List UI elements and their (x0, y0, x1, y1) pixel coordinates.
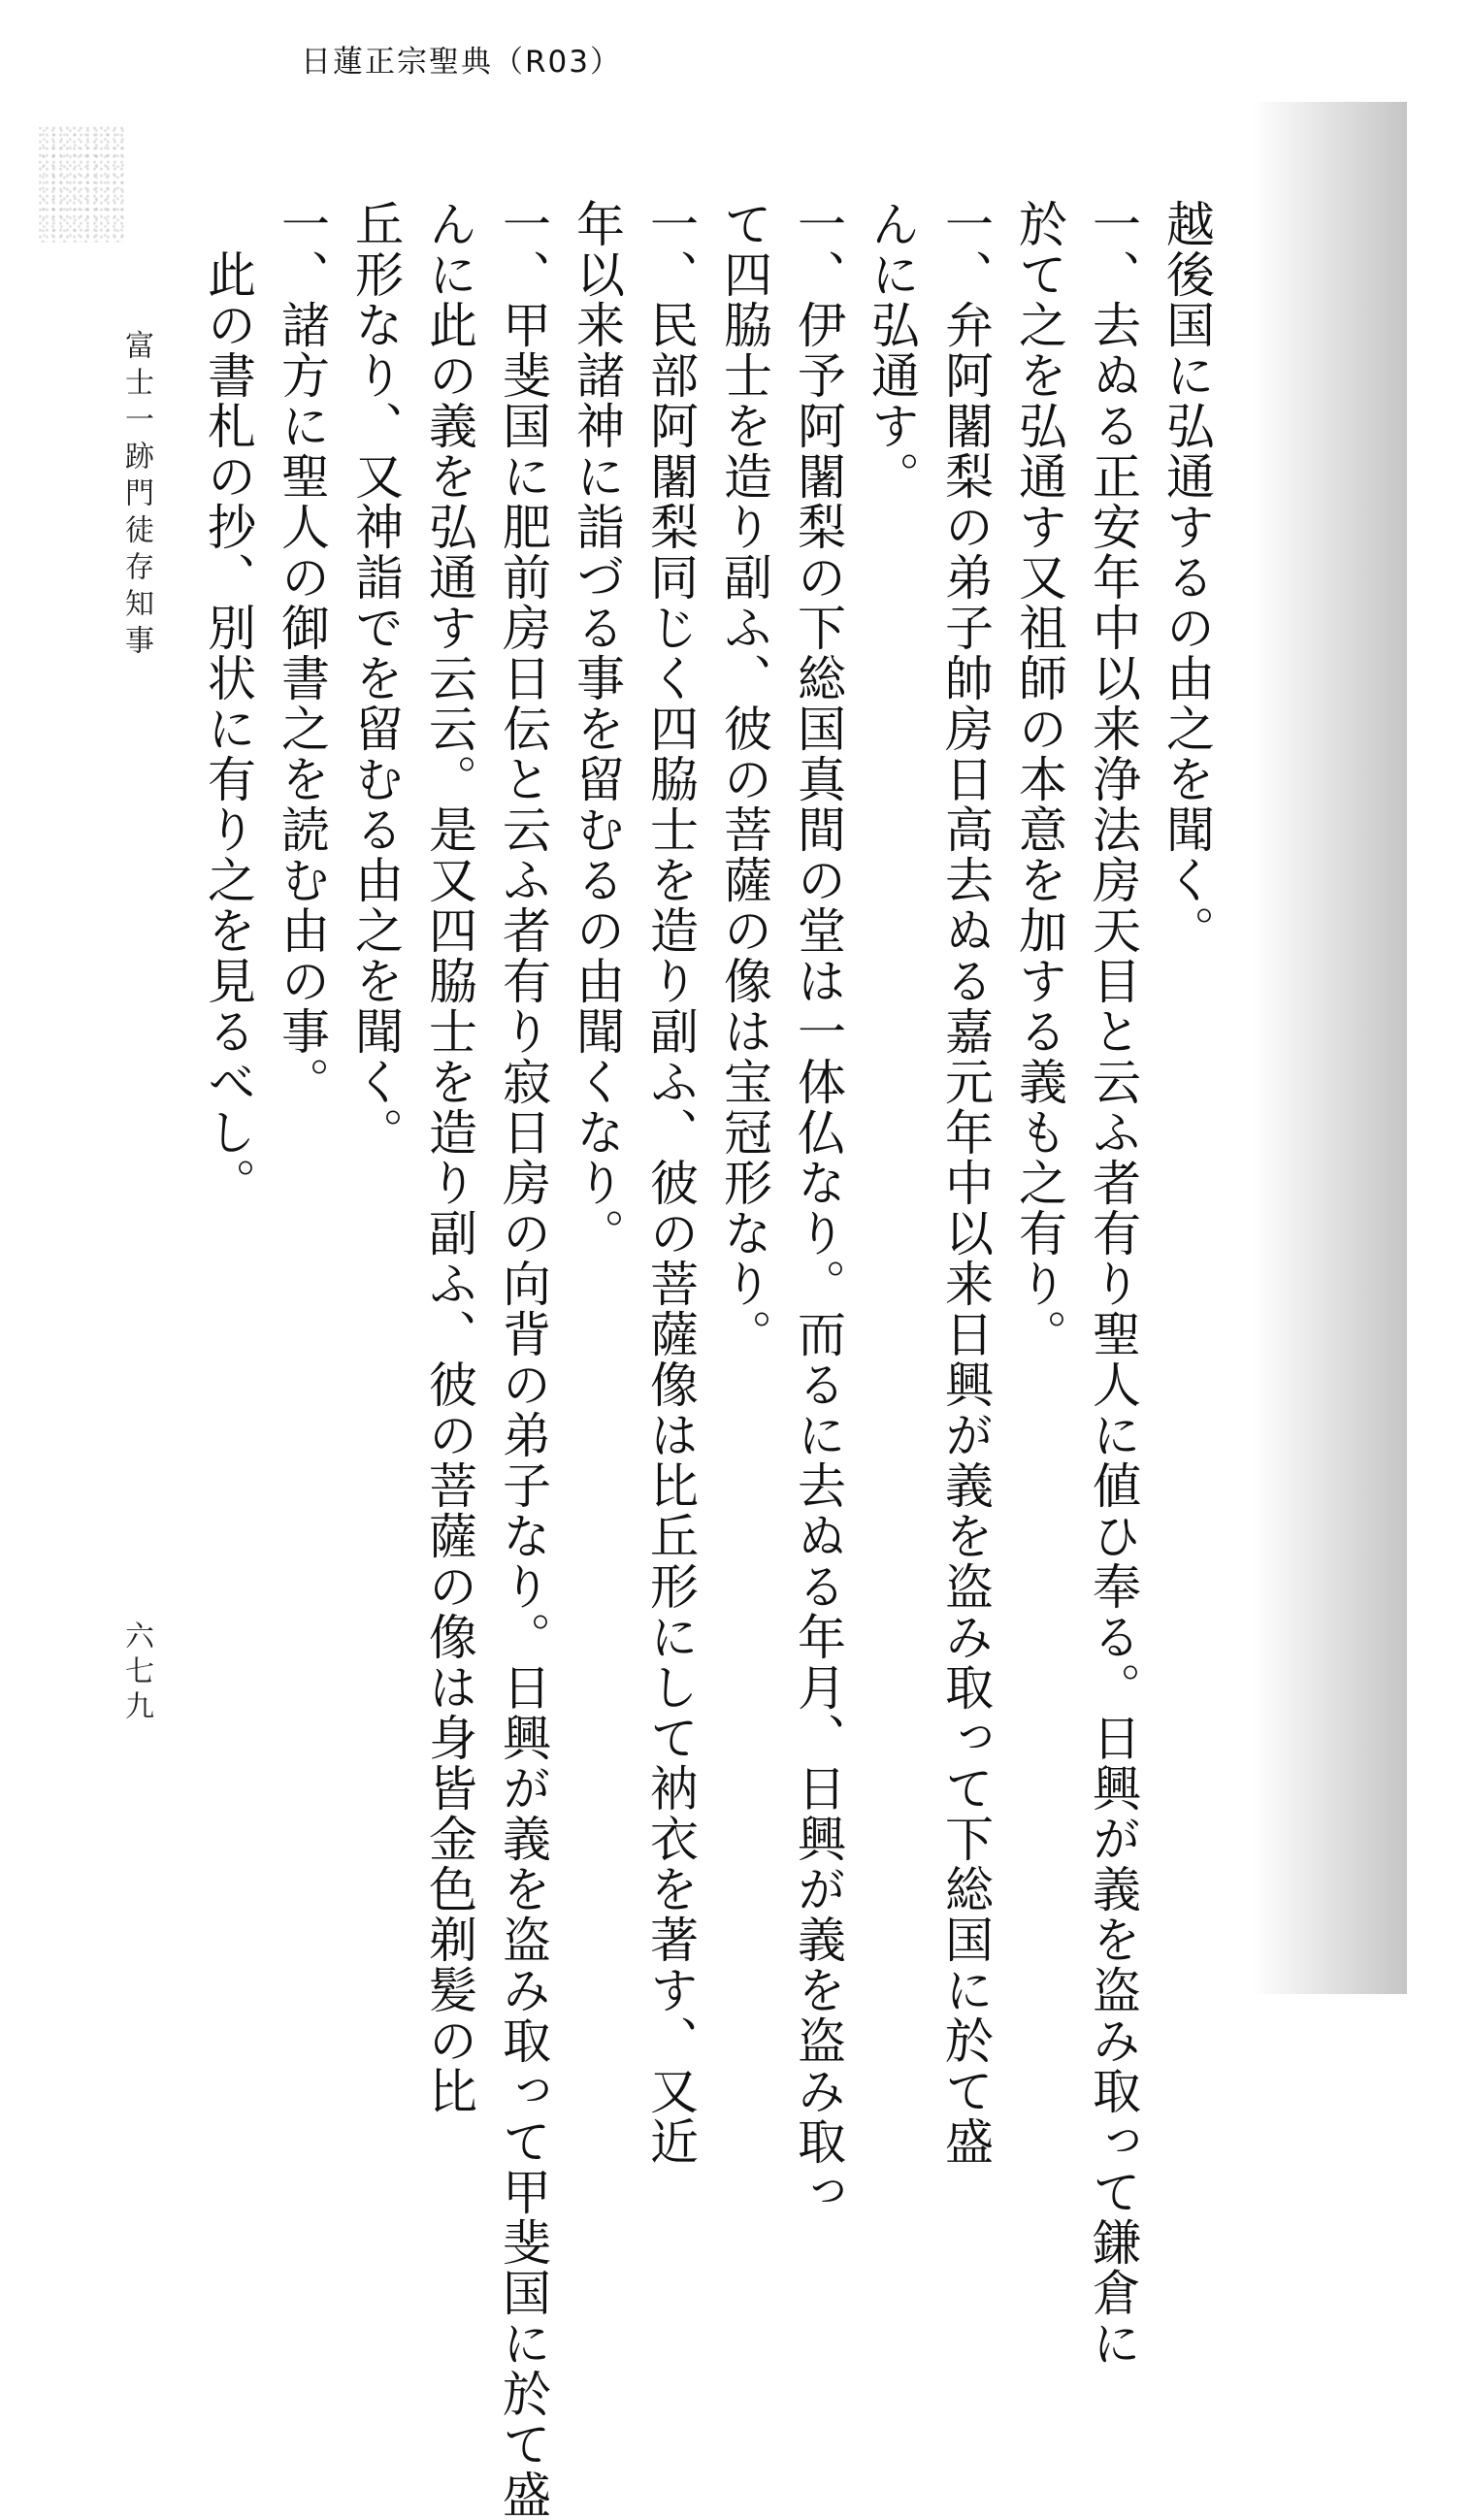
text-column: んに弘通す。 (864, 199, 920, 502)
text-column: 一、伊予阿闍梨の下総国真間の堂は一体仏なり。而るに去ぬる年月、日興が義を盗み取っ (790, 199, 846, 2217)
scan-shadow (1252, 102, 1407, 1994)
text-column: 一、去ぬる正安年中以来浄法房天目と云ふ者有り聖人に値ひ奉る。日興が義を盗み取って鎌倉に (1085, 199, 1141, 2369)
text-column: 一、甲斐国に肥前房日伝と云ふ者有り寂日房の向背の弟子なり。日興が義を盗み取って甲斐国に於て盛 (495, 199, 551, 2520)
text-column: 一、諸方に聖人の御書之を読む由の事。 (274, 199, 330, 1107)
text-column: 此の書札の抄、別状に有り之を見るべし。 (200, 199, 256, 1208)
text-column: 一、民部阿闍梨同じく四脇士を造り副ふ、彼の菩薩像は比丘形にして衲衣を著す、又近 (642, 199, 699, 2167)
text-column: んに此の義を弘通す云云。是又四脇士を造り副ふ、彼の菩薩の像は身皆金色剃髪の比 (421, 199, 477, 2116)
text-column: て四脇士を造り副ふ、彼の菩薩の像は宝冠形なり。 (716, 199, 772, 1359)
text-column: 於て之を弘通す又祖師の本意を加する義も之有り。 (1011, 199, 1067, 1359)
text-column: 一、弁阿闍梨の弟子帥房日高去ぬる嘉元年中以来日興が義を盗み取って下総国に於て盛 (937, 199, 994, 2167)
text-column: 年以来諸神に詣づる事を留むるの由聞くなり。 (569, 199, 625, 1259)
page-number: 六七九 (119, 1620, 153, 1725)
side-title: 富士一跡門徒存知事 (119, 330, 153, 662)
body-text (191, 199, 1224, 2520)
scan-speckle (39, 126, 126, 243)
text-column: 丘形なり、又神詣でを留むる由之を聞く。 (347, 199, 404, 1158)
header-title: 日蓮正宗聖典（R03） (301, 45, 622, 80)
text-column: 越後国に弘通するの由之を聞く。 (1159, 199, 1215, 956)
